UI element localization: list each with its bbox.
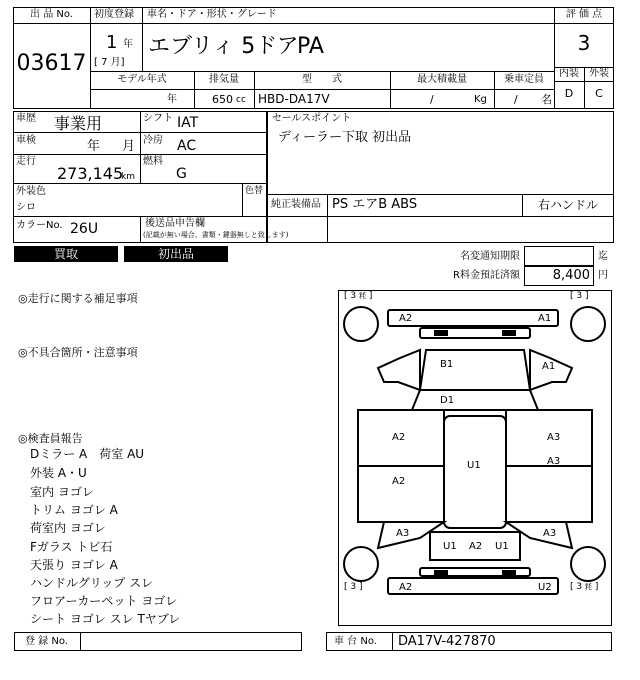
model-year-label: モデル年式 xyxy=(117,74,167,85)
damage-front-bumper-right: A1 xyxy=(538,313,552,324)
tire-front-right xyxy=(571,307,605,341)
max-load-label: 最大積載量 xyxy=(417,74,467,85)
model-type: HBD-DA17V xyxy=(258,92,330,106)
tire-rear-right xyxy=(571,547,605,581)
ac: AC xyxy=(177,138,197,154)
color-no: 26U xyxy=(70,221,99,237)
first-reg-label: 初度登録 xyxy=(94,9,134,20)
tire-fl-label: [ 3 粍 ] xyxy=(344,291,373,301)
sales-point-label: セールスポイント xyxy=(272,113,352,124)
car-name-label: 車名・ドア・形状・グレード xyxy=(147,9,277,20)
damage-front-door-right: A3 xyxy=(547,432,561,443)
recycle-unit: 円 xyxy=(598,270,608,281)
purchase-badge: 買取 xyxy=(14,246,118,262)
docs-note: (記載が無い場合、書類・鍵器無しと致します) xyxy=(143,231,289,239)
exterior-label: 外装 xyxy=(589,68,609,79)
interior-label: 内装 xyxy=(559,68,579,79)
damage-back-door-2: A2 xyxy=(469,541,483,552)
recycle-amount: 8,400 xyxy=(552,268,590,283)
shift-label: シフト xyxy=(143,113,173,124)
max-load-unit: Kg xyxy=(474,94,487,105)
shift: IAT xyxy=(177,115,199,131)
damage-quarter-left: A3 xyxy=(396,528,410,539)
damage-diagram xyxy=(338,290,612,626)
inspection-label: 車検 xyxy=(16,135,36,146)
inspector-line: フロアーカーペット ヨゴレ xyxy=(30,594,178,608)
driving-remarks-title: ◎走行に関する補足事項 xyxy=(18,292,138,305)
max-load-slash: / xyxy=(430,93,434,106)
handle-position: 右ハンドル xyxy=(537,198,598,212)
history: 事業用 xyxy=(54,114,103,133)
equipment-label: 純正装備品 xyxy=(271,199,321,210)
color: シロ xyxy=(16,202,36,213)
first-reg-month: [ 7 月] xyxy=(94,57,125,68)
displacement-unit: cc xyxy=(236,95,246,105)
capacity-label: 乗車定員 xyxy=(504,74,544,85)
equipment: PS エアB ABS xyxy=(332,197,418,212)
capacity-slash: / xyxy=(514,93,518,106)
interior-grade: D xyxy=(564,87,574,100)
first-reg-year-unit: 年 xyxy=(123,39,133,50)
name-change-label: 名変通知期限 xyxy=(460,251,520,262)
rear-bumper xyxy=(388,578,558,594)
color-label: 外装色 xyxy=(16,186,46,197)
inspector-line: トリム ヨゴレ A xyxy=(30,503,118,517)
damage-windshield: D1 xyxy=(440,395,455,406)
score-label: 評 価 点 xyxy=(565,9,603,20)
defects-title: ◎不具合箇所・注意事項 xyxy=(18,346,138,359)
history-label: 車歴 xyxy=(16,113,36,124)
inspector-line: ハンドルグリップ スレ xyxy=(30,576,154,590)
fuel: G xyxy=(176,166,187,182)
docs-label: 後送品申告欄 xyxy=(145,218,205,229)
tire-rear-left xyxy=(344,547,378,581)
roof xyxy=(444,416,506,528)
type-label: 型 式 xyxy=(302,74,342,85)
inspector-title: ◎検査員報告 xyxy=(18,432,83,445)
lot-no-label: 出 品 No. xyxy=(30,9,73,20)
hood xyxy=(420,350,530,390)
inspector-line: 外装 A・U xyxy=(30,466,87,480)
tire-front-left xyxy=(344,307,378,341)
damage-front-door-left: A2 xyxy=(392,432,406,443)
tire-rr-label: [ 3 粍 ] xyxy=(570,582,599,592)
damage-rear-door-left: A2 xyxy=(392,476,406,487)
name-change-unit: 迄 xyxy=(598,251,608,262)
lot-no: 03617 xyxy=(16,51,87,76)
mileage-unit: km xyxy=(121,172,135,182)
inspector-line: 室内 ヨゴレ xyxy=(30,485,94,499)
damage-back-door-1: U1 xyxy=(443,541,457,552)
chassis-no-label: 車 台 No. xyxy=(334,636,377,647)
damage-rear-bumper-left: A2 xyxy=(399,582,413,593)
damage-rear-bumper-right: U2 xyxy=(538,582,552,593)
exterior-grade: C xyxy=(595,87,603,100)
damage-front-bumper-left: A2 xyxy=(399,313,413,324)
first-reg-year: 1 xyxy=(106,32,118,53)
reg-no-label: 登 録 No. xyxy=(25,636,68,647)
inspector-line: Dミラー A 荷室 AU xyxy=(30,447,145,461)
mileage-label: 走行 xyxy=(16,156,36,167)
fuel-label: 燃料 xyxy=(143,156,163,167)
inspection-month: 月 xyxy=(122,139,136,154)
damage-rear-door-right: A3 xyxy=(547,456,561,467)
inspector-line: シート ヨゴレ スレ Tヤブレ xyxy=(30,612,181,626)
car-name: エブリィ 5ドア xyxy=(148,34,299,59)
chassis-no: DA17V-427870 xyxy=(398,634,496,649)
color-no-label: カラーNo. xyxy=(16,220,63,231)
damage-quarter-right: A3 xyxy=(543,528,557,539)
damage-back-door-3: U1 xyxy=(495,541,509,552)
name-change-box xyxy=(524,246,594,266)
first-listing-badge: 初出品 xyxy=(124,246,228,262)
mileage: 273,145 xyxy=(57,164,124,183)
score: 3 xyxy=(577,31,591,55)
front-bumper xyxy=(388,310,558,326)
sales-point: ディーラー下取 初出品 xyxy=(278,130,412,145)
tire-fr-label: [ 3 ] xyxy=(570,291,589,301)
displacement-label: 排気量 xyxy=(209,74,239,85)
model-year-unit: 年 xyxy=(167,94,177,105)
capacity-unit: 名 xyxy=(541,93,552,106)
windshield xyxy=(412,390,538,410)
recycle-label: R料金預託済額 xyxy=(453,270,520,281)
tire-rl-label: [ 3 ] xyxy=(344,582,363,592)
damage-roof: U1 xyxy=(467,460,481,471)
ac-label: 冷房 xyxy=(143,135,163,146)
damage-hood: B1 xyxy=(440,359,454,370)
damage-front-fender-right: A1 xyxy=(542,361,556,372)
displacement: 650 xyxy=(212,93,233,106)
front-fender-left xyxy=(378,350,420,390)
inspector-line: Fガラス トビ石 xyxy=(30,540,113,554)
inspector-line: 天張り ヨゴレ A xyxy=(30,558,118,572)
inspector-line: 荷室内 ヨゴレ xyxy=(30,521,106,535)
inspection-year: 年 xyxy=(87,139,101,154)
car-grade: PA xyxy=(297,34,324,59)
repaint-label: 色替 xyxy=(245,186,264,196)
